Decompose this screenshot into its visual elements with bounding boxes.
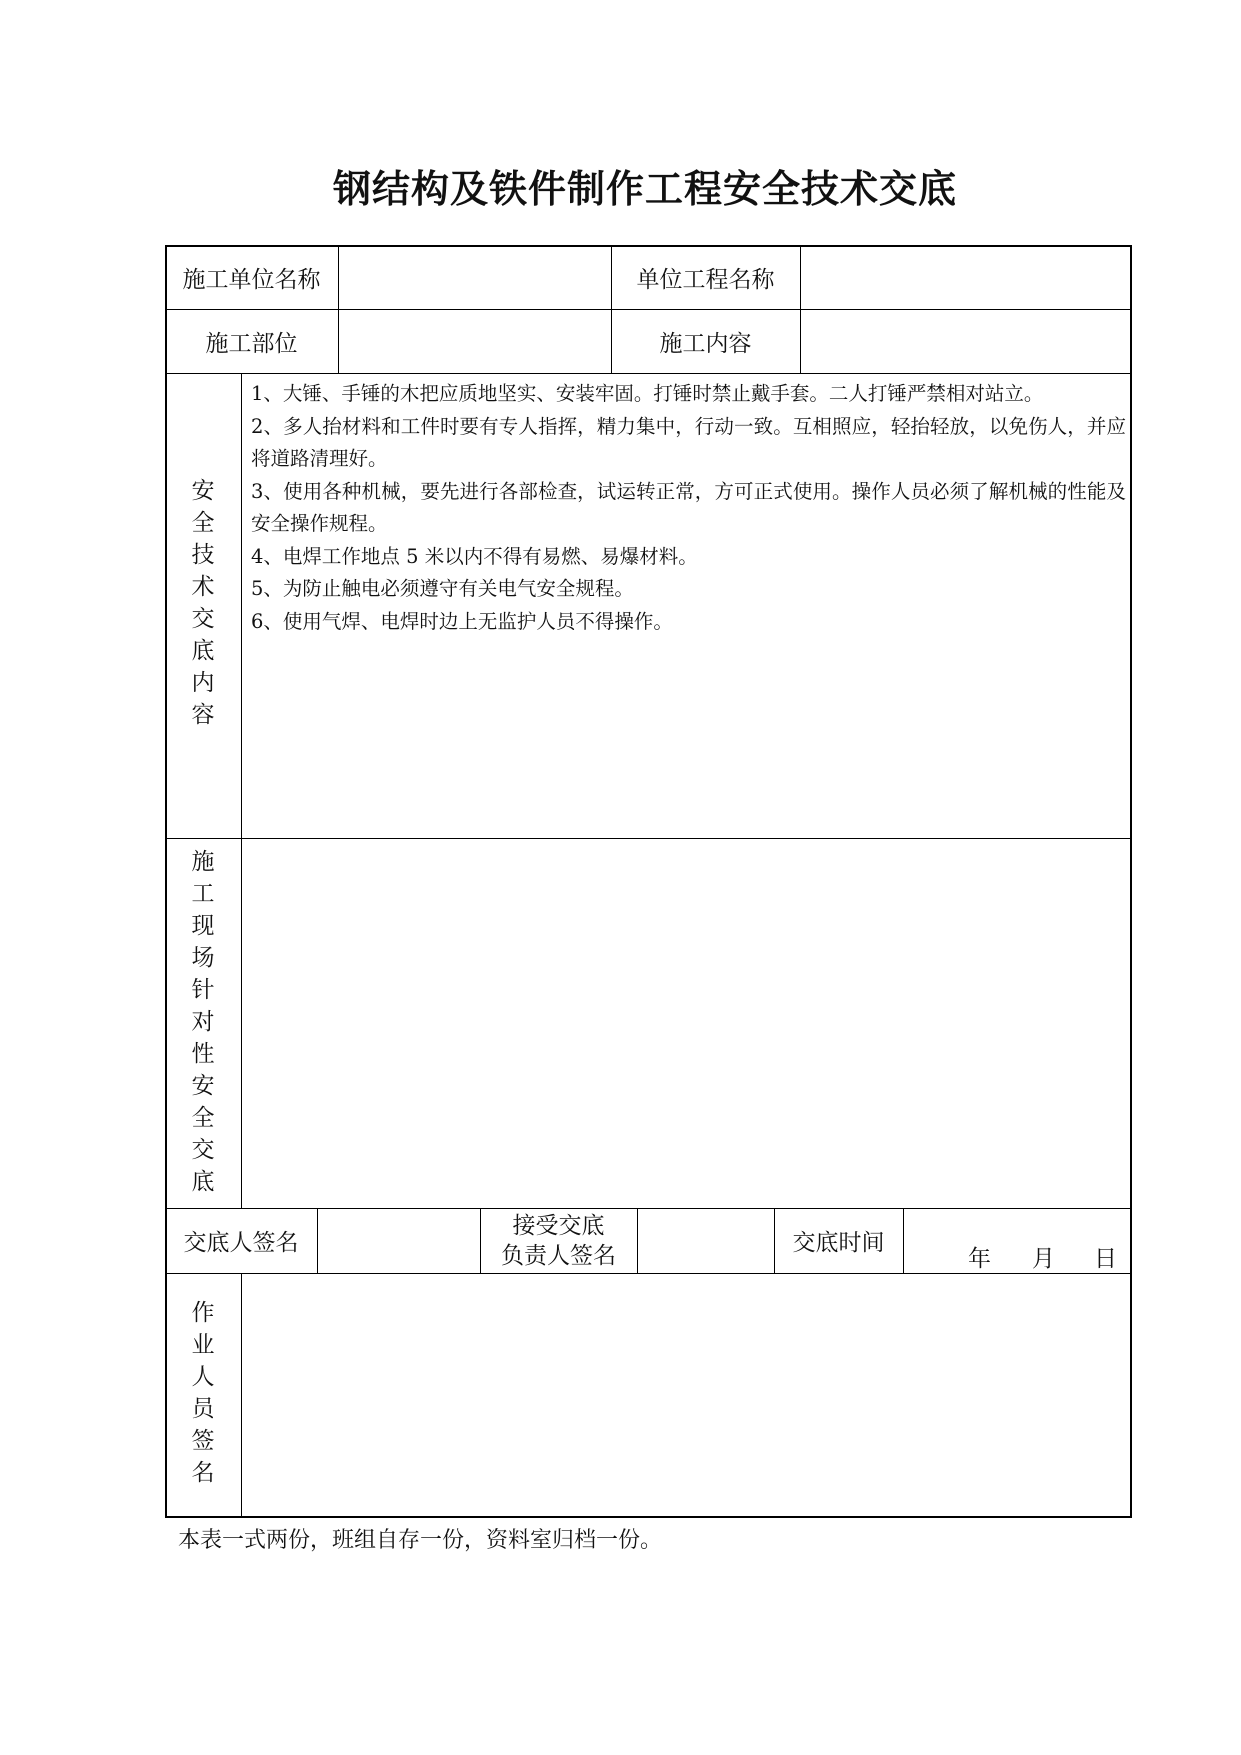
workers-signature-label: 作业人员签名 bbox=[191, 1300, 215, 1486]
unit-project-field[interactable] bbox=[800, 245, 1132, 309]
disclosure-time-label: 交底时间 bbox=[792, 1230, 885, 1256]
year-label: 年 bbox=[968, 1245, 991, 1272]
safety-disclosure-label: 安全技术交底内容 bbox=[191, 478, 215, 728]
receiver-signature-label bbox=[480, 1208, 637, 1273]
month-label: 月 bbox=[1032, 1245, 1055, 1272]
safety-item: 1、大锤、手锤的木把应质地坚实、安装牢固。打锤时禁止戴手套。二人打锤严禁相对站立。 bbox=[251, 382, 1044, 405]
safety-item: 2、多人抬材料和工件时要有专人指挥，精力集中，行动一致。互相照应，轻抬轻放，以免伤人，并应将道路清理好。 bbox=[251, 414, 1126, 470]
safety-disclosure-content bbox=[251, 378, 1126, 638]
day-label: 日 bbox=[1094, 1245, 1117, 1272]
workers-signature-field[interactable] bbox=[241, 1273, 1132, 1518]
safety-item: 5、为防止触电必须遵守有关电气安全规程。 bbox=[251, 577, 634, 600]
row-divider bbox=[165, 373, 1132, 374]
construction-part-label: 施工部位 bbox=[205, 330, 298, 357]
document-title: 钢结构及铁件制作工程安全技术交底 bbox=[332, 166, 957, 211]
receiver-signature-field[interactable] bbox=[637, 1208, 774, 1273]
construction-unit-label: 施工单位名称 bbox=[182, 266, 321, 293]
construction-content-label: 施工内容 bbox=[659, 330, 752, 357]
construction-unit-field[interactable] bbox=[338, 245, 611, 309]
unit-project-label: 单位工程名称 bbox=[636, 266, 775, 293]
site-specific-label: 施工现场针对性安全交底 bbox=[191, 849, 215, 1195]
receiver-label-line2: 负责人签名 bbox=[501, 1242, 616, 1269]
construction-part-field[interactable] bbox=[338, 309, 611, 373]
column-divider bbox=[903, 1208, 904, 1274]
safety-item: 4、电焊工作地点 5 米以内不得有易燃、易爆材料。 bbox=[251, 544, 698, 568]
discloser-signature-label: 交底人签名 bbox=[183, 1230, 299, 1256]
site-specific-field[interactable] bbox=[241, 838, 1132, 1208]
safety-item: 6、使用气焊、电焊时边上无监护人员不得操作。 bbox=[251, 609, 673, 633]
footnote: 本表一式两份，班组自存一份，资料室归档一份。 bbox=[178, 1528, 663, 1553]
construction-content-field[interactable] bbox=[800, 309, 1132, 373]
receiver-label-line1: 接受交底 bbox=[512, 1212, 605, 1239]
discloser-signature-field[interactable] bbox=[317, 1208, 480, 1273]
safety-item: 3、使用各种机械，要先进行各部检查，试运转正常，方可正式使用。操作人员必须了解机械的性能及安全操作规程。 bbox=[251, 479, 1126, 535]
